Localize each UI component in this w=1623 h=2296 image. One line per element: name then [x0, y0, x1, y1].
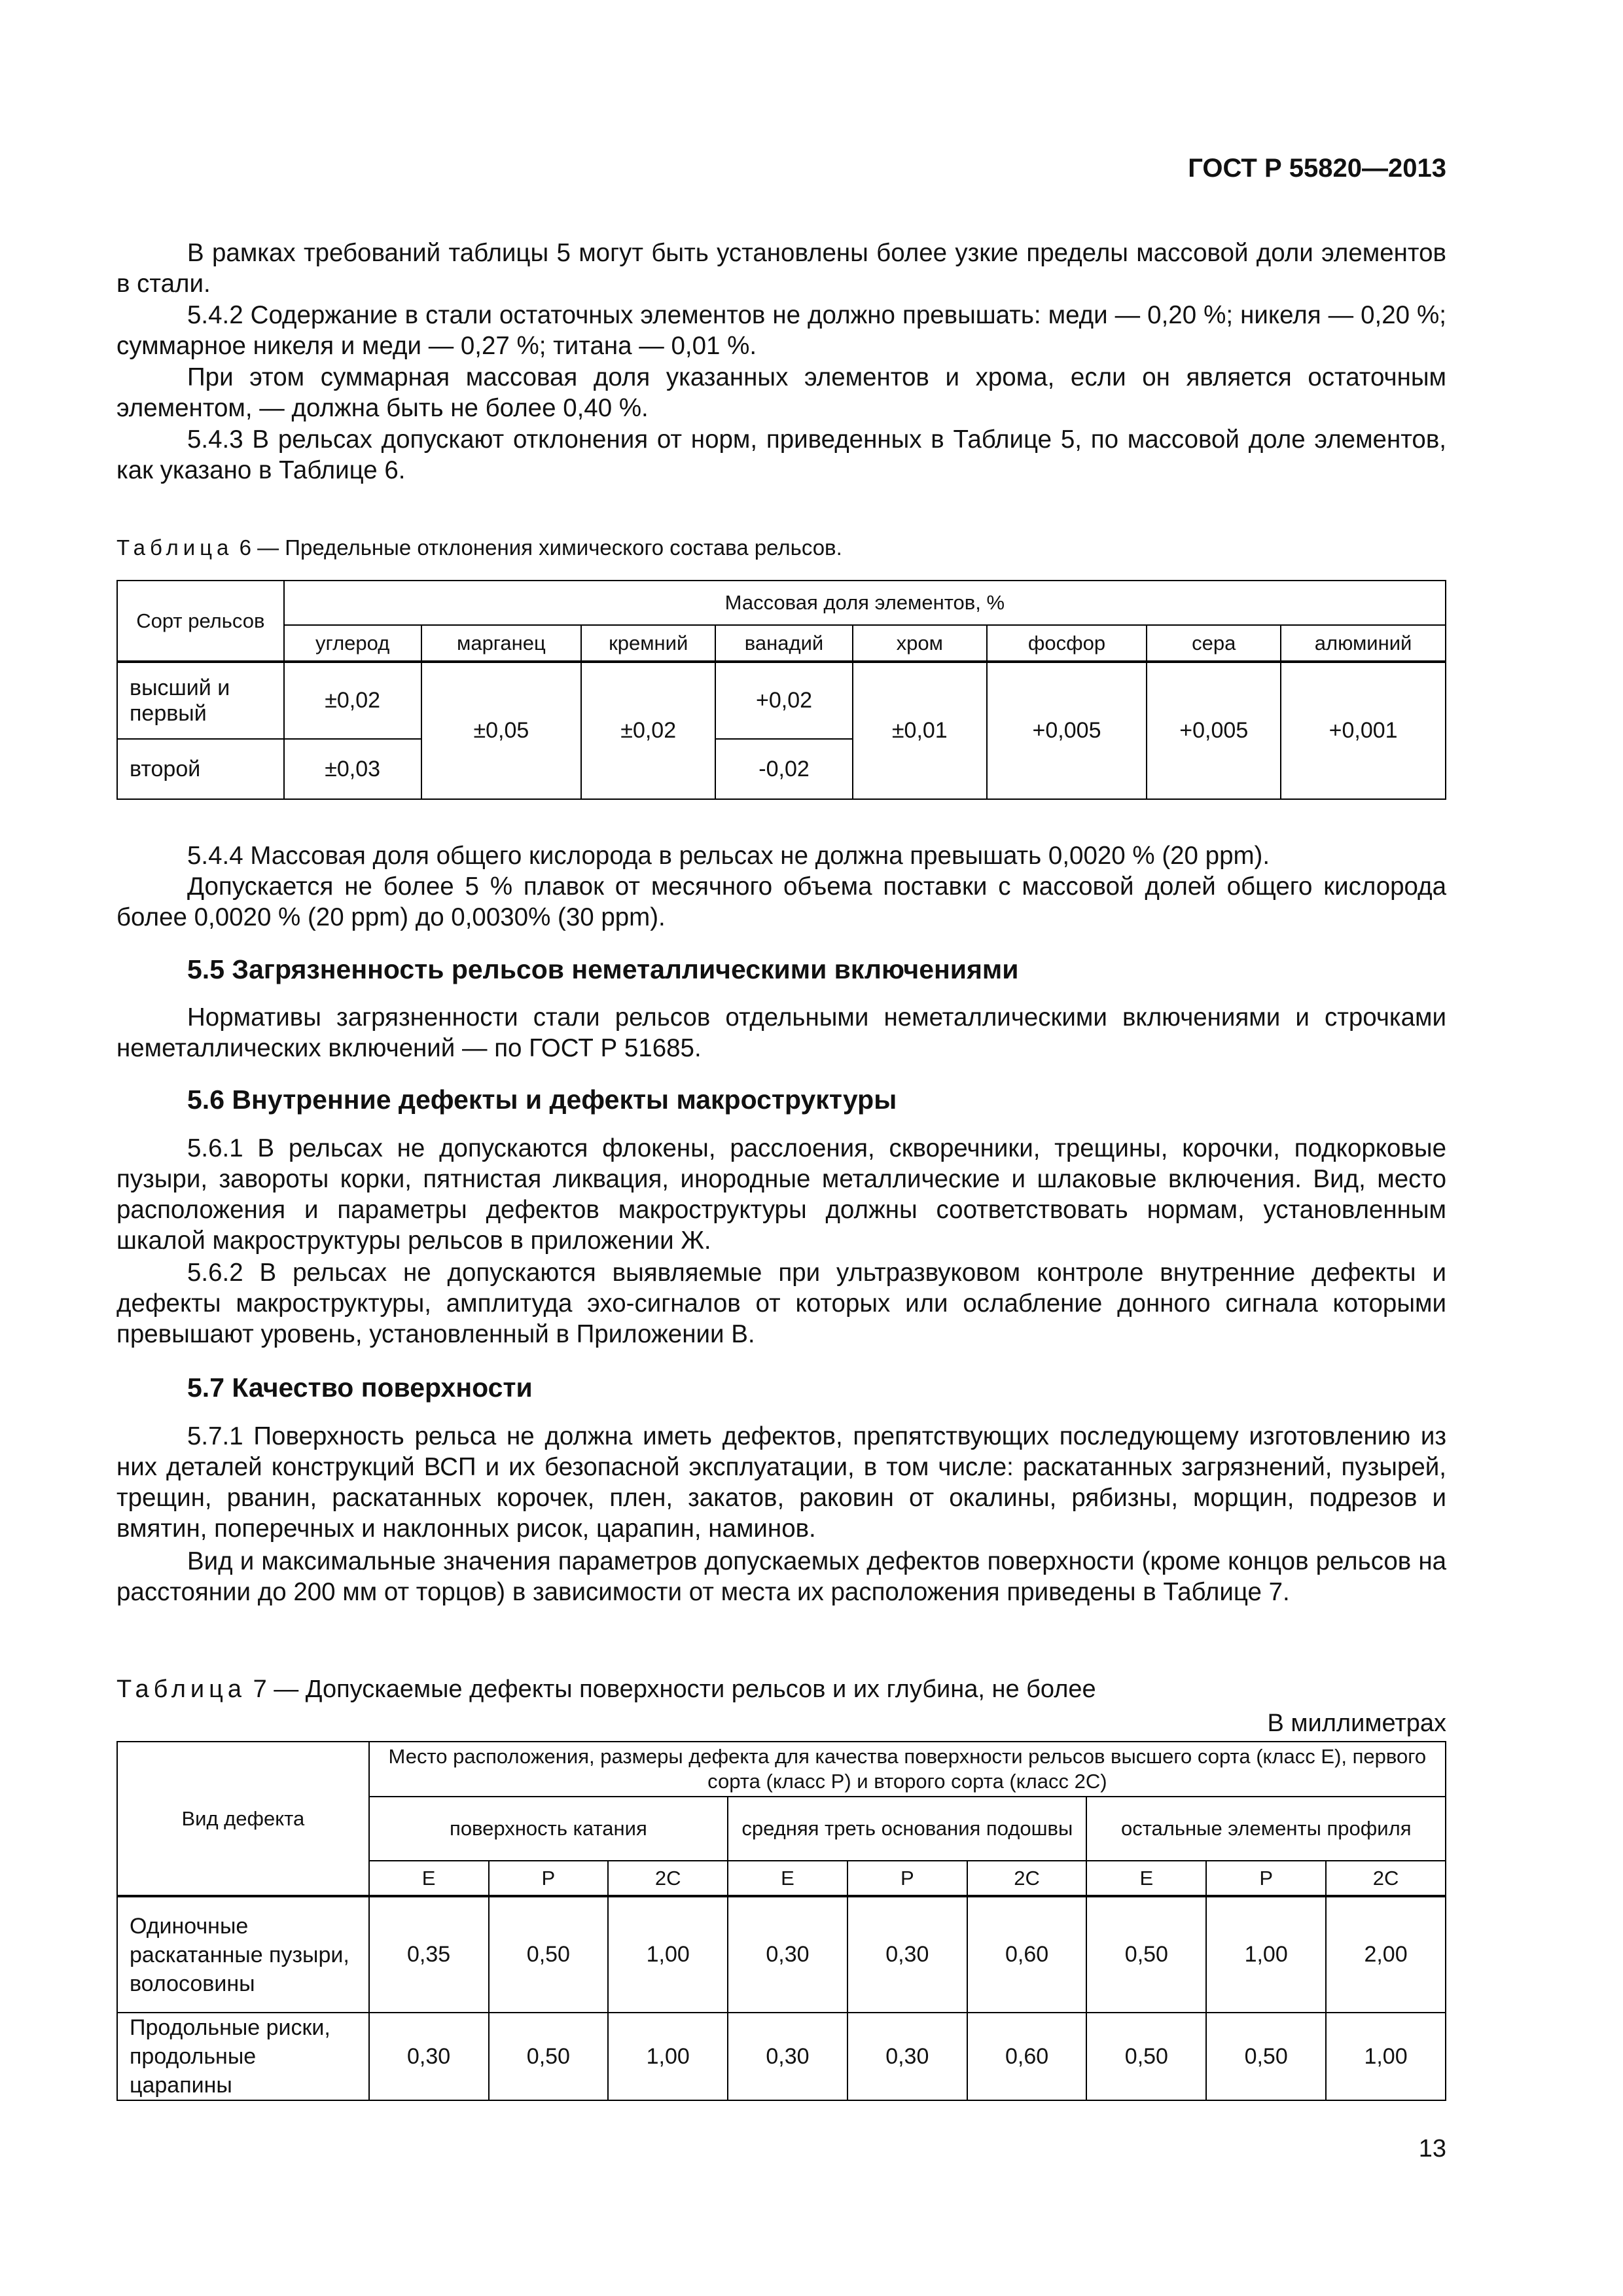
- table7-cell: 1,00: [608, 1896, 728, 2013]
- table7-cell: 0,30: [369, 2013, 489, 2100]
- table6-caption: [116, 535, 842, 560]
- table7-header-defect-type: Вид дефекта: [117, 1742, 369, 1896]
- paragraph-5-4-3: 5.4.3 В рельсах допускают отклонения от норм, приведенных в Таблице 5, по массовой доле элементов, как указано в Таблице 6.: [116, 425, 1446, 484]
- section-5-5-heading: 5.5 Загрязненность рельсов неметаллическими включениями: [187, 954, 1019, 984]
- table7-caption-text: 7 — Допускаемые дефекты поверхности рельсов и их глубина, не более: [253, 1676, 1096, 1703]
- paragraph-narrower-limits: В рамках требований таблицы 5 могут быть установлены более узкие пределы массовой доли элементов в стали.: [116, 239, 1446, 298]
- table7-class-2c-2: 2С: [967, 1861, 1087, 1896]
- table7-surface-defects: [116, 1741, 1446, 2101]
- paragraph-oxygen-allowance: Допускается не более 5 % плавок от месячного объема поставки с массовой долей общего кислорода более 0,0020 % (20 ppm) до 0,0030% (30 ppm).: [116, 872, 1446, 931]
- table6-cell-silicon: ±0,02: [581, 662, 715, 799]
- table6-cell-chromium: ±0,01: [853, 662, 987, 799]
- table6-cell-sulfur: +0,005: [1147, 662, 1281, 799]
- table7-header-other-profile: остальные элементы профиля: [1086, 1797, 1446, 1861]
- table7-cell: 1,00: [608, 2013, 728, 2100]
- table6-row-grade-second: второй: [117, 739, 284, 799]
- table6-cell-carbon-2: ±0,03: [284, 739, 421, 799]
- table6-cell-phosphorus: +0,005: [987, 662, 1147, 799]
- table7-cell: 0,60: [967, 2013, 1087, 2100]
- table7-class-e-1: Е: [369, 1861, 489, 1896]
- table7-cell: 0,50: [489, 1896, 609, 2013]
- table7-cell: 0,50: [1086, 1896, 1206, 2013]
- table6-header-grade: Сорт рельсов: [117, 581, 284, 662]
- table7-header-foot-middle-third: средняя треть основания подошвы: [728, 1797, 1086, 1861]
- table7-cell: 0,50: [1086, 2013, 1206, 2100]
- table6-header-carbon: углерод: [284, 625, 421, 662]
- page-number: 13: [1418, 2135, 1446, 2162]
- table7-row-label: Продольные риски, продольные царапины: [117, 2013, 369, 2100]
- table6-header-sulfur: сера: [1147, 625, 1281, 662]
- table7-caption-word: Таблица: [116, 1676, 246, 1703]
- table7-row-label: Одиночные раскатанные пузыри, волосовины: [117, 1896, 369, 2013]
- table6-header-phosphorus: фосфор: [987, 625, 1147, 662]
- table7-class-p-3: Р: [1206, 1861, 1326, 1896]
- table-row: [117, 2013, 1446, 2100]
- table7-cell: 0,30: [728, 1896, 847, 2013]
- table7-units: В миллиметрах: [1267, 1710, 1446, 1737]
- table6-chemical-deviations: [116, 580, 1446, 800]
- table7-caption: [116, 1676, 1096, 1704]
- paragraph-5-6-2: 5.6.2 В рельсах не допускаются выявляемые при ультразвуковом контроле внутренние дефекты и дефекты макроструктуры, амплитуда эхо-сигналов от которых или ослабление донного сигнала которыми превышают уровень, установленный в Приложении В.: [116, 1259, 1446, 1348]
- table7-header-location-group: Место расположения, размеры дефекта для качества поверхности рельсов высшего сорта (класс Е), первого сорта (класс Р) и второго сорта (класс 2С): [369, 1742, 1446, 1797]
- document-code-header: ГОСТ Р 55820—2013: [1188, 154, 1446, 183]
- section-5-7-heading: 5.7 Качество поверхности: [187, 1372, 533, 1403]
- table6-cell-vanadium-2: -0,02: [715, 739, 853, 799]
- table7-cell: 2,00: [1326, 1896, 1446, 2013]
- table7-cell: 0,50: [1206, 2013, 1326, 2100]
- table7-cell: 1,00: [1326, 2013, 1446, 2100]
- table6-cell-carbon-1: ±0,02: [284, 662, 421, 739]
- paragraph-5-7-1: 5.7.1 Поверхность рельса не должна иметь дефектов, препятствующих последующему изготовлению из них деталей конструкций ВСП и их безопасной эксплуатации, в том числе: раскатанных загрязнений, пузырей, трещин, рванин, раскатанных корочек, плен, закатов, раковин от окалины, рябизны, морщин, подрезов и вмятин, поперечных и наклонных рисок, царапин, наминов.: [116, 1422, 1446, 1543]
- table6-caption-word: Таблица: [116, 535, 234, 560]
- paragraph-5-5: Нормативы загрязненности стали рельсов отдельными неметаллическими включениями и строчками неметаллических включений — по ГОСТ Р 51685.: [116, 1003, 1446, 1062]
- paragraph-5-6-1: 5.6.1 В рельсах не допускаются флокены, расслоения, скворечники, трещины, корочки, подкорковые пузыри, завороты корки, пятнистая ликвация, инородные металлические и шлаковые включения. Вид, место расположения и параметры дефектов макроструктуры должны соответствовать нормам, установленным шкалой макроструктуры рельсов в приложении Ж.: [116, 1134, 1446, 1255]
- table6-cell-manganese: ±0,05: [421, 662, 582, 799]
- table7-cell: 0,30: [847, 2013, 967, 2100]
- table6-cell-aluminium: +0,001: [1281, 662, 1446, 799]
- paragraph-5-4-4: 5.4.4 Массовая доля общего кислорода в рельсах не должна превышать 0,0020 % (20 ppm).: [187, 842, 1270, 870]
- table7-cell: 1,00: [1206, 1896, 1326, 2013]
- table7-class-p-1: Р: [489, 1861, 609, 1896]
- table7-cell: 0,30: [847, 1896, 967, 2013]
- table6-caption-text: 6 — Предельные отклонения химического состава рельсов.: [239, 535, 842, 560]
- table6-header-vanadium: ванадий: [715, 625, 853, 662]
- paragraph-total-residuals: При этом суммарная массовая доля указанных элементов и хрома, если он является остаточным элементом, — должна быть не более 0,40 %.: [116, 363, 1446, 422]
- table6-header-mass-fraction: Массовая доля элементов, %: [284, 581, 1446, 625]
- table7-cell: 0,35: [369, 1896, 489, 2013]
- table7-cell: 0,30: [728, 2013, 847, 2100]
- table7-class-e-2: Е: [728, 1861, 847, 1896]
- table6-cell-vanadium-1: +0,02: [715, 662, 853, 739]
- table7-cell: 0,50: [489, 2013, 609, 2100]
- section-5-6-heading: 5.6 Внутренние дефекты и дефекты макроструктуры: [187, 1085, 897, 1115]
- paragraph-table7-reference: Вид и максимальные значения параметров допускаемых дефектов поверхности (кроме концов рельсов на расстоянии до 200 мм от торцов) в зависимости от места их расположения приведены в Таблице 7.: [116, 1547, 1446, 1606]
- table-row: [117, 1896, 1446, 2013]
- paragraph-5-4-2: 5.4.2 Содержание в стали остаточных элементов не должно превышать: меди — 0,20 %; никеля — 0,20 %; суммарное никеля и меди — 0,27 %; титана — 0,01 %.: [116, 301, 1446, 360]
- table6-row-grade-high-first: высший и первый: [117, 662, 284, 739]
- table7-class-2c-3: 2С: [1326, 1861, 1446, 1896]
- table6-header-manganese: марганец: [421, 625, 582, 662]
- table7-class-p-2: Р: [847, 1861, 967, 1896]
- table6-header-aluminium: алюминий: [1281, 625, 1446, 662]
- table6-header-chromium: хром: [853, 625, 987, 662]
- table7-class-e-3: Е: [1086, 1861, 1206, 1896]
- table7-class-2c-1: 2С: [608, 1861, 728, 1896]
- table7-header-rolling-surface: поверхность катания: [369, 1797, 728, 1861]
- table7-cell: 0,60: [967, 1896, 1087, 2013]
- table6-header-silicon: кремний: [581, 625, 715, 662]
